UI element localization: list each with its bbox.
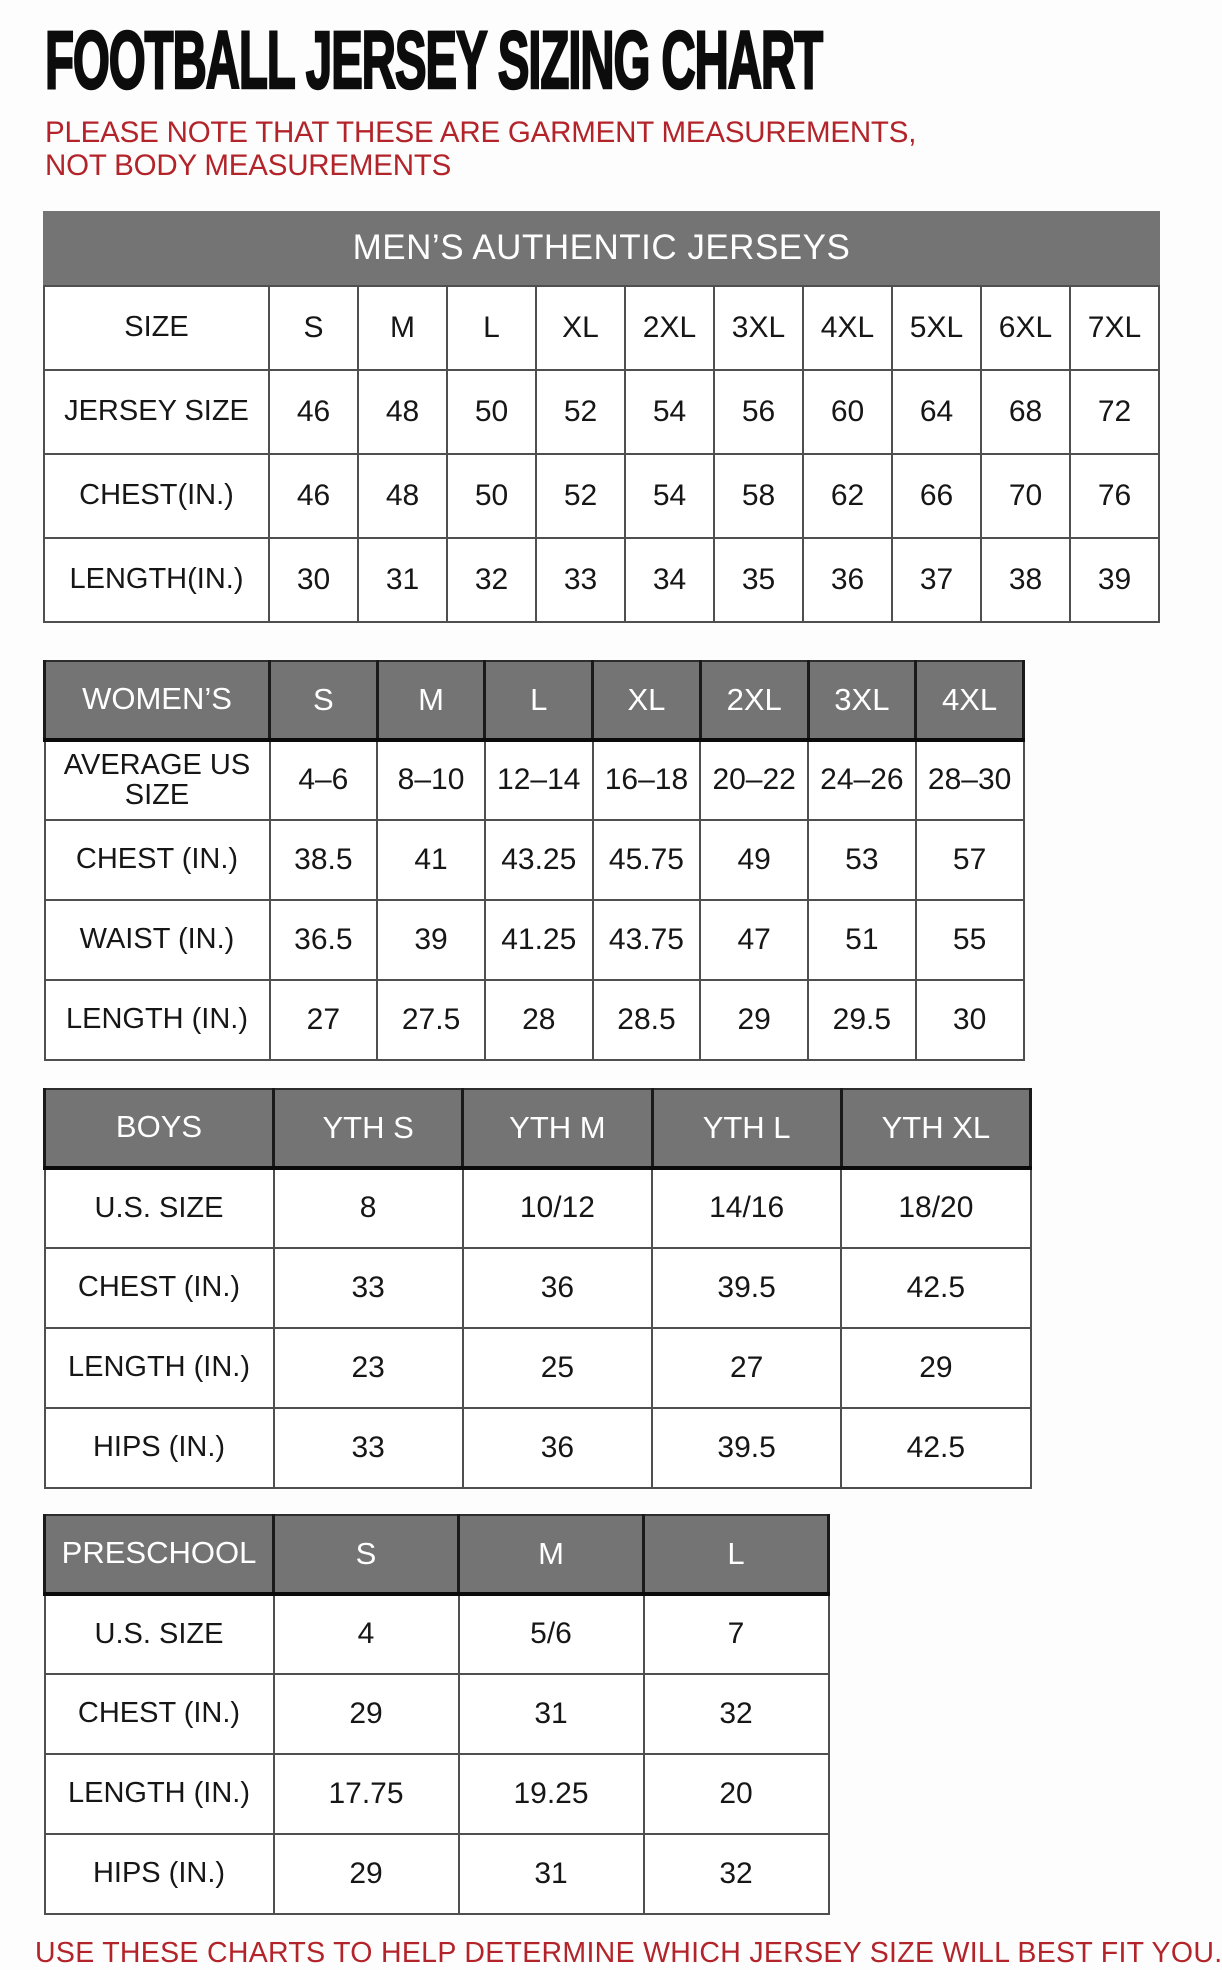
value-cell: 43.25 <box>485 820 593 900</box>
value-cell: 5/6 <box>459 1594 644 1674</box>
value-cell: 39 <box>377 900 485 980</box>
value-cell: 41 <box>377 820 485 900</box>
mens-sizing-section <box>43 211 1200 623</box>
column-header: 3XL <box>714 286 803 370</box>
row-label: LENGTH (IN.) <box>45 1328 274 1408</box>
value-cell: 4 <box>274 1594 459 1674</box>
table-row <box>44 538 1159 622</box>
table-row <box>45 1168 1031 1248</box>
column-header: 4XL <box>803 286 892 370</box>
mens-table-wrap <box>43 285 1200 623</box>
column-header: S <box>270 661 378 740</box>
womens-header-row <box>45 661 1024 740</box>
value-cell: 42.5 <box>841 1248 1030 1328</box>
value-cell: 7 <box>644 1594 829 1674</box>
row-label: CHEST (IN.) <box>45 820 270 900</box>
row-label: LENGTH(IN.) <box>44 538 269 622</box>
row-label-header: PRESCHOOL <box>45 1515 274 1594</box>
value-cell: 49 <box>700 820 808 900</box>
column-header: 6XL <box>981 286 1070 370</box>
value-cell: 39 <box>1070 538 1159 622</box>
table-row <box>45 1674 829 1754</box>
row-label-header: BOYS <box>45 1089 274 1168</box>
womens-table-wrap <box>43 660 1200 1061</box>
value-cell: 35 <box>714 538 803 622</box>
row-label-header: SIZE <box>44 286 269 370</box>
table-row <box>44 370 1159 454</box>
womens-sizing-table <box>43 660 1025 1061</box>
row-label: AVERAGE US SIZE <box>45 740 270 820</box>
column-header: 5XL <box>892 286 981 370</box>
value-cell: 17.75 <box>274 1754 459 1834</box>
value-cell: 8–10 <box>377 740 485 820</box>
value-cell: 33 <box>536 538 625 622</box>
value-cell: 46 <box>269 454 358 538</box>
value-cell: 4–6 <box>270 740 378 820</box>
value-cell: 38 <box>981 538 1070 622</box>
value-cell: 36 <box>803 538 892 622</box>
value-cell: 36 <box>463 1408 652 1488</box>
value-cell: 64 <box>892 370 981 454</box>
table-row <box>45 1408 1031 1488</box>
column-header: M <box>459 1515 644 1594</box>
column-header: M <box>377 661 485 740</box>
boys-table-wrap <box>43 1088 1200 1489</box>
column-header: YTH S <box>274 1089 463 1168</box>
value-cell: 47 <box>700 900 808 980</box>
value-cell: 62 <box>803 454 892 538</box>
value-cell: 28 <box>485 980 593 1060</box>
preschool-sizing-table <box>43 1514 830 1915</box>
row-label: CHEST (IN.) <box>45 1248 274 1328</box>
boys-sizing-table <box>43 1088 1032 1489</box>
value-cell: 41.25 <box>485 900 593 980</box>
value-cell: 19.25 <box>459 1754 644 1834</box>
column-header: XL <box>536 286 625 370</box>
column-header: L <box>485 661 593 740</box>
value-cell: 29 <box>274 1834 459 1914</box>
table-row <box>45 1248 1031 1328</box>
page-title: FOOTBALL JERSEY SIZING CHART <box>45 15 823 106</box>
value-cell: 20 <box>644 1754 829 1834</box>
value-cell: 53 <box>808 820 916 900</box>
value-cell: 39.5 <box>652 1408 841 1488</box>
table-row <box>44 454 1159 538</box>
value-cell: 28–30 <box>916 740 1024 820</box>
value-cell: 28.5 <box>593 980 701 1060</box>
value-cell: 29.5 <box>808 980 916 1060</box>
value-cell: 24–26 <box>808 740 916 820</box>
mens-header-row <box>44 286 1159 370</box>
value-cell: 32 <box>644 1834 829 1914</box>
value-cell: 27 <box>652 1328 841 1408</box>
column-header: 4XL <box>916 661 1024 740</box>
preschool-sizing-section <box>43 1514 1200 1915</box>
table-row <box>45 740 1024 820</box>
value-cell: 25 <box>463 1328 652 1408</box>
value-cell: 76 <box>1070 454 1159 538</box>
value-cell: 72 <box>1070 370 1159 454</box>
value-cell: 37 <box>892 538 981 622</box>
value-cell: 48 <box>358 454 447 538</box>
column-header: S <box>269 286 358 370</box>
value-cell: 68 <box>981 370 1070 454</box>
value-cell: 45.75 <box>593 820 701 900</box>
column-header: L <box>447 286 536 370</box>
value-cell: 32 <box>447 538 536 622</box>
mens-sizing-table <box>43 285 1160 623</box>
value-cell: 50 <box>447 370 536 454</box>
value-cell: 48 <box>358 370 447 454</box>
value-cell: 57 <box>916 820 1024 900</box>
value-cell: 66 <box>892 454 981 538</box>
value-cell: 30 <box>916 980 1024 1060</box>
value-cell: 12–14 <box>485 740 593 820</box>
row-label-header: WOMEN’S <box>45 661 270 740</box>
preschool-table-wrap <box>43 1514 1200 1915</box>
column-header: M <box>358 286 447 370</box>
value-cell: 20–22 <box>700 740 808 820</box>
value-cell: 56 <box>714 370 803 454</box>
value-cell: 38.5 <box>270 820 378 900</box>
value-cell: 27.5 <box>377 980 485 1060</box>
row-label: HIPS (IN.) <box>45 1834 274 1914</box>
boys-sizing-section <box>43 1088 1200 1489</box>
value-cell: 58 <box>714 454 803 538</box>
value-cell: 39.5 <box>652 1248 841 1328</box>
value-cell: 50 <box>447 454 536 538</box>
value-cell: 29 <box>841 1328 1030 1408</box>
table-row <box>45 1834 829 1914</box>
column-header: YTH L <box>652 1089 841 1168</box>
value-cell: 42.5 <box>841 1408 1030 1488</box>
table-row <box>45 1594 829 1674</box>
row-label: HIPS (IN.) <box>45 1408 274 1488</box>
row-label: LENGTH (IN.) <box>45 1754 274 1834</box>
preschool-header-row <box>45 1515 829 1594</box>
value-cell: 34 <box>625 538 714 622</box>
row-label: CHEST (IN.) <box>45 1674 274 1754</box>
value-cell: 43.75 <box>593 900 701 980</box>
garment-measurements-note: PLEASE NOTE THAT THESE ARE GARMENT MEASUREMENTS, NOT BODY MEASUREMENTS <box>45 116 917 183</box>
value-cell: 60 <box>803 370 892 454</box>
column-header: 3XL <box>808 661 916 740</box>
value-cell: 52 <box>536 454 625 538</box>
column-header: YTH M <box>463 1089 652 1168</box>
row-label: LENGTH (IN.) <box>45 980 270 1060</box>
value-cell: 31 <box>358 538 447 622</box>
value-cell: 36.5 <box>270 900 378 980</box>
value-cell: 54 <box>625 370 714 454</box>
table-row <box>45 1754 829 1834</box>
value-cell: 31 <box>459 1834 644 1914</box>
table-row <box>45 820 1024 900</box>
row-label: U.S. SIZE <box>45 1168 274 1248</box>
table-row <box>45 1328 1031 1408</box>
value-cell: 29 <box>274 1674 459 1754</box>
column-header: 2XL <box>625 286 714 370</box>
value-cell: 27 <box>270 980 378 1060</box>
column-header: XL <box>593 661 701 740</box>
value-cell: 18/20 <box>841 1168 1030 1248</box>
value-cell: 30 <box>269 538 358 622</box>
column-header: YTH XL <box>841 1089 1030 1168</box>
row-label: WAIST (IN.) <box>45 900 270 980</box>
row-label: U.S. SIZE <box>45 1594 274 1674</box>
value-cell: 51 <box>808 900 916 980</box>
row-label: JERSEY SIZE <box>44 370 269 454</box>
mens-table-banner: MEN’S AUTHENTIC JERSEYS <box>43 211 1160 285</box>
column-header: S <box>274 1515 459 1594</box>
value-cell: 29 <box>700 980 808 1060</box>
value-cell: 54 <box>625 454 714 538</box>
value-cell: 10/12 <box>463 1168 652 1248</box>
value-cell: 33 <box>274 1248 463 1328</box>
value-cell: 70 <box>981 454 1070 538</box>
value-cell: 16–18 <box>593 740 701 820</box>
column-header: L <box>644 1515 829 1594</box>
value-cell: 8 <box>274 1168 463 1248</box>
column-header: 7XL <box>1070 286 1159 370</box>
column-header: 2XL <box>700 661 808 740</box>
row-label: CHEST(IN.) <box>44 454 269 538</box>
value-cell: 33 <box>274 1408 463 1488</box>
value-cell: 31 <box>459 1674 644 1754</box>
boys-header-row <box>45 1089 1031 1168</box>
womens-sizing-section <box>43 660 1200 1061</box>
value-cell: 52 <box>536 370 625 454</box>
table-row <box>45 900 1024 980</box>
value-cell: 46 <box>269 370 358 454</box>
footer-note: USE THESE CHARTS TO HELP DETERMINE WHICH JERSEY SIZE WILL BEST FIT YOU. <box>35 1936 1222 1969</box>
value-cell: 36 <box>463 1248 652 1328</box>
value-cell: 14/16 <box>652 1168 841 1248</box>
value-cell: 23 <box>274 1328 463 1408</box>
value-cell: 55 <box>916 900 1024 980</box>
table-row <box>45 980 1024 1060</box>
value-cell: 32 <box>644 1674 829 1754</box>
